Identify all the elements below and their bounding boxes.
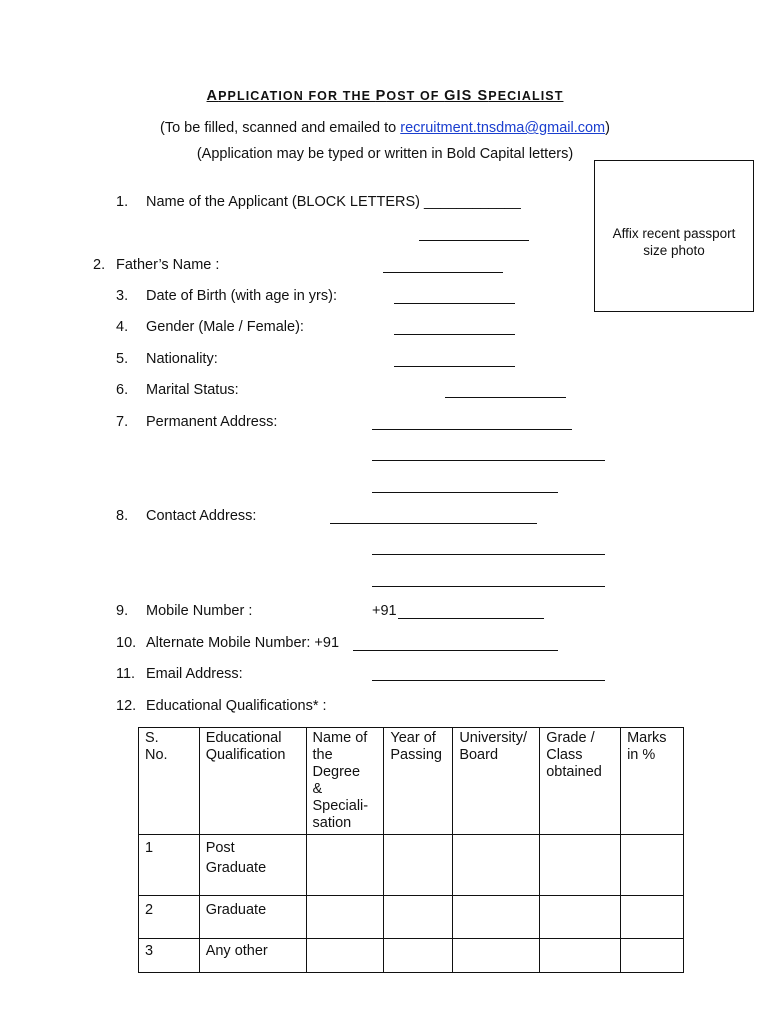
field-number-7: 7. (116, 414, 129, 430)
form-title: APPLICATION FOR THE POST OF GIS SPECIALIST (206, 88, 564, 104)
table-row (139, 939, 684, 973)
cell-marks[interactable] (621, 939, 684, 973)
permanent-address-line-1[interactable] (372, 429, 572, 430)
alternate-mobile-blank-line[interactable] (353, 650, 558, 651)
field-label-marital-status: Marital Status: (146, 382, 239, 398)
field-number-11: 11. (116, 666, 136, 682)
marital-blank-line[interactable] (445, 397, 566, 398)
field-label-contact-address: Contact Address: (146, 508, 257, 524)
field-number-3: 3. (116, 288, 129, 304)
mobile-blank-line[interactable] (398, 618, 544, 619)
cell-sno: 2 (139, 896, 200, 939)
mobile-prefix: +91 (372, 603, 397, 619)
field-number-5: 5. (116, 351, 129, 367)
instruction-line-1: (To be filled, scanned and emailed to recruitment.tnsdma@gmail.com) (160, 120, 610, 136)
nationality-blank-line[interactable] (394, 366, 515, 367)
cell-university[interactable] (453, 939, 540, 973)
contact-address-line-3[interactable] (372, 586, 605, 587)
header-university: University/ Board (453, 728, 540, 835)
cell-degree[interactable] (306, 939, 384, 973)
instruction-line-2: (Application may be typed or written in Bold Capital letters) (196, 146, 574, 162)
field-label-dob: Date of Birth (with age in yrs): (146, 288, 337, 304)
cell-year[interactable] (384, 835, 453, 896)
cell-degree[interactable] (306, 835, 384, 896)
header-year: Year of Passing (384, 728, 453, 835)
field-number-10: 10. (116, 635, 137, 651)
table-row (139, 896, 684, 939)
photo-box-line-1: Affix recent passport (612, 226, 736, 241)
permanent-address-line-3[interactable] (372, 492, 558, 493)
name-blank-line[interactable] (419, 240, 529, 241)
email-link[interactable]: recruitment.tnsdma@gmail.com (400, 120, 606, 136)
dob-blank-line[interactable] (394, 303, 515, 304)
cell-year[interactable] (384, 896, 453, 939)
father-name-blank-line[interactable] (383, 272, 503, 273)
photo-box-line-2: size photo (643, 243, 705, 258)
cell-grade[interactable] (540, 896, 621, 939)
header-qualification: Educational Qualification (199, 728, 306, 835)
cell-sno: 1 (139, 835, 200, 896)
header-grade: Grade / Class obtained (540, 728, 621, 835)
cell-marks[interactable] (621, 835, 684, 896)
cell-qualification: Graduate (199, 896, 306, 939)
cell-university[interactable] (453, 896, 540, 939)
field-number-9: 9. (116, 603, 129, 619)
field-label-mobile: Mobile Number : (146, 603, 253, 619)
cell-year[interactable] (384, 939, 453, 973)
cell-degree[interactable] (306, 896, 384, 939)
field-label-alternate-mobile: Alternate Mobile Number: +91 (146, 635, 340, 651)
cell-marks[interactable] (621, 896, 684, 939)
cell-qualification: Post Graduate (199, 835, 306, 896)
email-blank-line[interactable] (372, 680, 605, 681)
cell-grade[interactable] (540, 939, 621, 973)
field-label-gender: Gender (Male / Female): (146, 319, 304, 335)
table-header-row (139, 728, 684, 835)
header-sno: S. No. (139, 728, 200, 835)
field-number-8: 8. (116, 508, 129, 524)
cell-university[interactable] (453, 835, 540, 896)
cell-sno: 3 (139, 939, 200, 973)
permanent-address-line-2[interactable] (372, 460, 605, 461)
education-table (138, 727, 684, 973)
field-number-1: 1. (116, 194, 129, 210)
field-number-6: 6. (116, 382, 129, 398)
field-label-permanent-address: Permanent Address: (146, 414, 278, 430)
contact-address-line-1[interactable] (330, 523, 537, 524)
field-number-12: 12. (116, 698, 137, 714)
field-label-email: Email Address: (146, 666, 243, 682)
field-label-name: Name of the Applicant (BLOCK LETTERS) ____________ (146, 194, 521, 210)
field-label-nationality: Nationality: (146, 351, 218, 367)
field-number-4: 4. (116, 319, 129, 335)
field-number-2: 2. (93, 257, 106, 273)
cell-qualification: Any other (199, 939, 306, 973)
photo-box[interactable] (594, 160, 754, 312)
table-row (139, 835, 684, 896)
gender-blank-line[interactable] (394, 334, 515, 335)
contact-address-line-2[interactable] (372, 554, 605, 555)
field-label-father-name: Father’s Name : (116, 257, 220, 273)
cell-grade[interactable] (540, 835, 621, 896)
header-marks: Marks in % (621, 728, 684, 835)
field-label-educational-qualifications: Educational Qualifications* : (146, 698, 327, 714)
header-degree: Name of the Degree & Speciali- sation (306, 728, 384, 835)
